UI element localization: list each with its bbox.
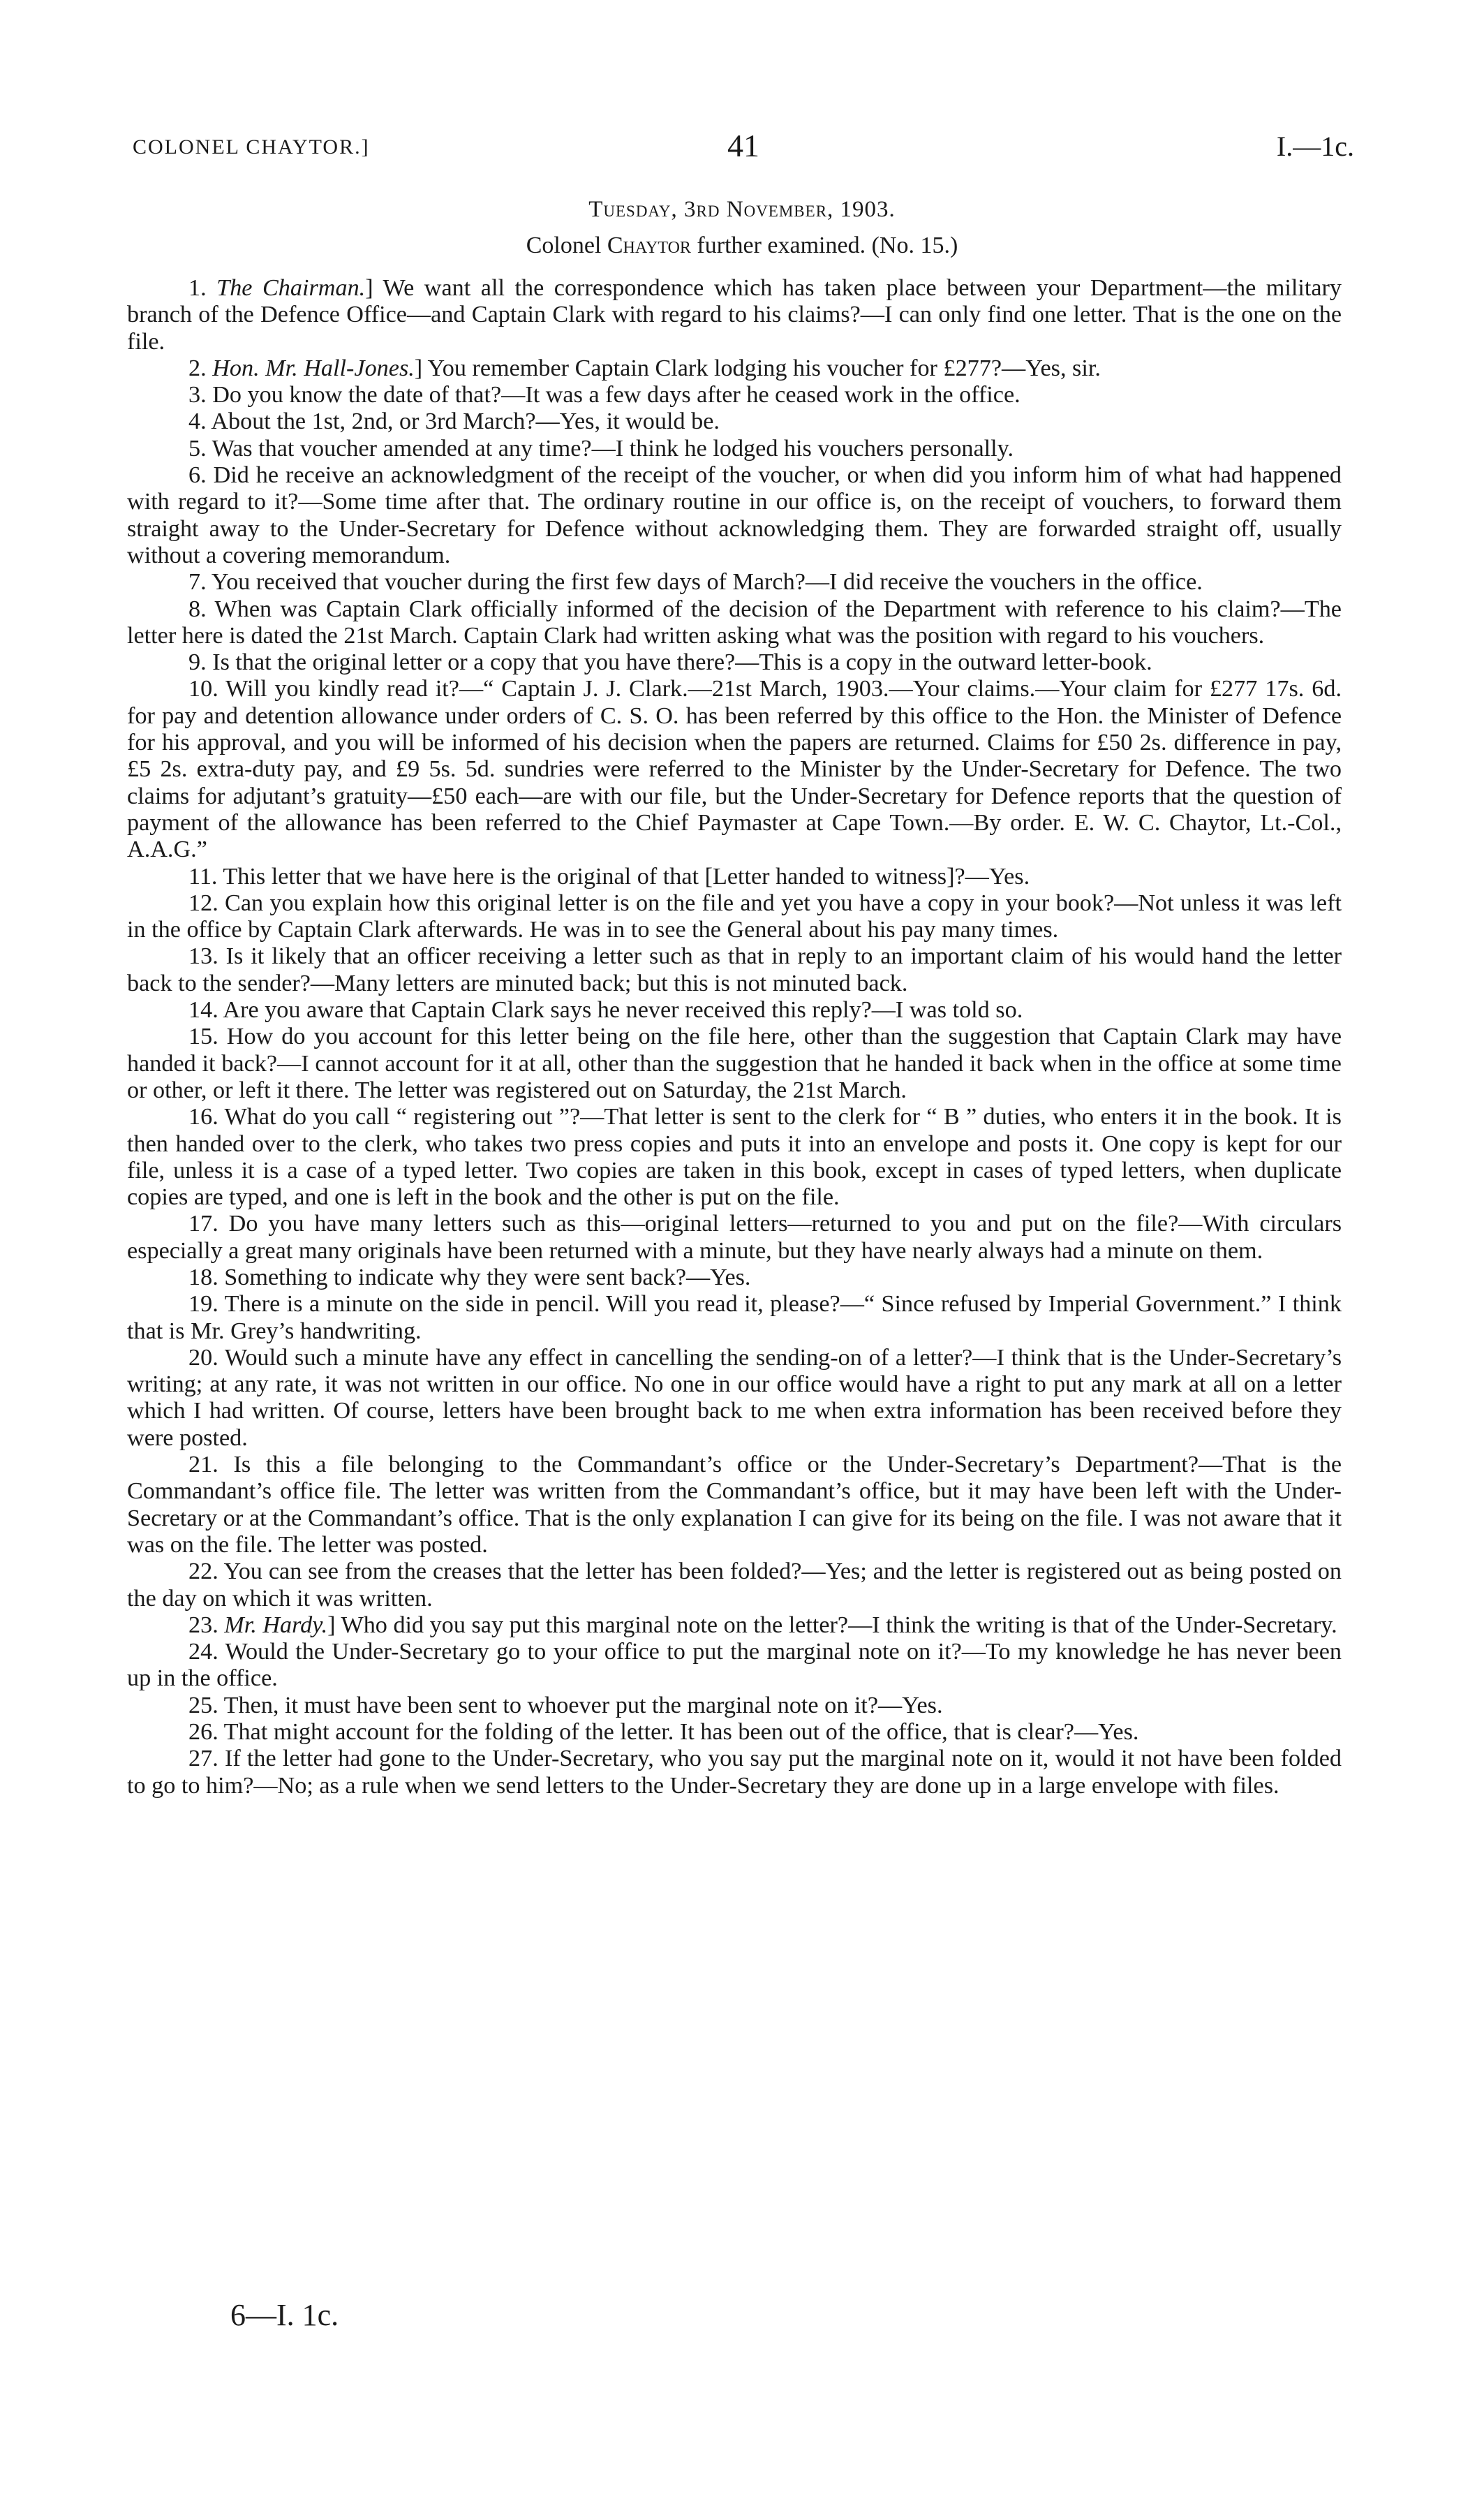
question-text: ] You remember Captain Clark lodging his voucher for £277?—Yes, sir. bbox=[414, 355, 1101, 381]
question-number: 7. bbox=[188, 569, 212, 596]
question-paragraph bbox=[127, 997, 1342, 1024]
question-number: 18. bbox=[188, 1264, 225, 1290]
question-text: Are you aware that Captain Clark says he never received this reply?—I was told so. bbox=[223, 997, 1023, 1024]
question-number: 14. bbox=[188, 997, 223, 1024]
question-number: 2. bbox=[188, 355, 213, 381]
evidence-body bbox=[127, 275, 1342, 1799]
question-paragraph bbox=[127, 864, 1342, 890]
date-heading: Tuesday, 3rd November, 1903. bbox=[588, 197, 896, 222]
question-number: 6. bbox=[188, 462, 214, 489]
question-paragraph bbox=[127, 1452, 1342, 1558]
question-text: Is this a file belonging to the Commandant’s office or the Under-Secretary’s Department?—That is the Commandant’s office file. The letter was written from the Commandant’s office, but it may have been left with the Under-Secretary or at the Commandant’s office. That is the only explanation I can give for its being on the file. I was not aware that it was on the file. The letter was posted. bbox=[127, 1452, 1342, 1558]
question-paragraph bbox=[127, 1345, 1342, 1452]
question-number: 23. bbox=[188, 1612, 225, 1638]
question-text: You received that voucher during the first few days of March?—I did receive the vouchers in the office. bbox=[211, 569, 1203, 596]
question-paragraph bbox=[127, 1291, 1342, 1345]
question-paragraph bbox=[127, 676, 1342, 863]
question-text: Did he receive an acknowledgment of the receipt of the voucher, or when did you inform him of what had happened with regard to it?—Some time after that. The ordinary routine in our office is, on the receipt of vouchers, to forward them straight away to the Under-Secretary for Defence without acknowledging them. They are forwarded straight off, usually without a covering memorandum. bbox=[127, 462, 1342, 568]
question-paragraph bbox=[127, 355, 1342, 382]
question-paragraph bbox=[127, 1558, 1342, 1612]
question-text: You can see from the creases that the letter has been folded?—Yes; and the letter is registered out as being posted on the day on which it was written. bbox=[127, 1558, 1342, 1612]
question-paragraph bbox=[127, 1024, 1342, 1104]
question-paragraph bbox=[127, 1639, 1342, 1693]
question-text: When was Captain Clark officially informed of the decision of the Department with reference to his claim?—The letter here is dated the 21st March. Captain Clark had written asking what was the position with regard to his vouchers. bbox=[127, 596, 1342, 649]
question-paragraph bbox=[127, 649, 1342, 676]
speaker-name: The Chairman. bbox=[216, 275, 366, 301]
question-paragraph bbox=[127, 569, 1342, 596]
question-number: 26. bbox=[188, 1719, 224, 1746]
question-text: Something to indicate why they were sent back?—Yes. bbox=[224, 1264, 751, 1290]
question-text: Do you have many letters such as this—original letters—returned to you and put on the file?—With circulars especially a great many originals have been returned with a minute, but they have nearly always had a minute on them. bbox=[127, 1211, 1342, 1264]
question-paragraph bbox=[127, 943, 1342, 997]
question-text: There is a minute on the side in pencil. Will you read it, please?—“ Since refused by Imperial Government.” I think that is Mr. Grey’s handwriting. bbox=[127, 1291, 1342, 1344]
question-paragraph bbox=[127, 1719, 1342, 1746]
question-paragraph bbox=[127, 890, 1342, 944]
question-text: If the letter had gone to the Under-Secretary, who you say put the marginal note on it, would it not have been folded to go to him?—No; as a rule when we send letters to the Under-Secretary they are done up in a large envelope with files. bbox=[127, 1746, 1342, 1799]
question-paragraph bbox=[127, 596, 1342, 650]
question-number: 24. bbox=[188, 1639, 225, 1665]
question-number: 1. bbox=[188, 275, 217, 301]
question-text: ] We want all the correspondence which has taken place between your Department—the military branch of the Defence Office—and Captain Clark with regard to his claims?—I can only find one letter. That is the one on the file. bbox=[127, 275, 1342, 355]
question-paragraph bbox=[127, 1211, 1342, 1265]
question-number: 20. bbox=[188, 1344, 225, 1371]
witness-prefix: Colonel bbox=[526, 233, 607, 258]
question-text: Can you explain how this original letter is on the file and yet you have a copy in your book?—Not unless it was left in the office by Captain Clark afterwards. He was in to see the General about his pay many times. bbox=[127, 890, 1342, 943]
running-header bbox=[133, 127, 1354, 169]
witness-suffix: further examined. (No. 15.) bbox=[690, 233, 958, 258]
question-text: Is that the original letter or a copy that you have there?—This is a copy in the outward letter-book. bbox=[212, 649, 1152, 676]
question-number: 17. bbox=[188, 1211, 229, 1237]
question-number: 21. bbox=[188, 1452, 234, 1478]
speaker-name: Mr. Hardy. bbox=[224, 1612, 328, 1638]
question-paragraph bbox=[127, 462, 1342, 569]
question-number: 8. bbox=[188, 596, 215, 622]
question-number: 13. bbox=[188, 943, 226, 970]
question-number: 16. bbox=[188, 1104, 225, 1130]
question-number: 25. bbox=[188, 1692, 224, 1718]
question-number: 4. bbox=[188, 408, 212, 435]
question-paragraph bbox=[127, 1746, 1342, 1799]
question-text: This letter that we have here is the original of that [Letter handed to witness]?—Yes. bbox=[223, 863, 1030, 890]
header-paper-reference: I.—1c. bbox=[1276, 131, 1354, 162]
question-paragraph bbox=[127, 382, 1342, 408]
question-number: 12. bbox=[188, 890, 225, 916]
question-paragraph bbox=[127, 1693, 1342, 1719]
question-paragraph bbox=[127, 275, 1342, 355]
question-text: Do you know the date of that?—It was a few days after he ceased work in the office. bbox=[212, 382, 1021, 408]
question-text: How do you account for this letter being on the file here, other than the suggestion that Captain Clark may have handed it back?—I cannot account for it at all, other than the suggestion that he handed it back when in the office at some time or other, or left it there. The letter was registered out on Saturday, the 21st March. bbox=[127, 1024, 1342, 1103]
question-paragraph bbox=[127, 408, 1342, 435]
question-paragraph bbox=[127, 1104, 1342, 1211]
question-number: 9. bbox=[188, 649, 213, 676]
question-text: Then, it must have been sent to whoever put the marginal note on it?—Yes. bbox=[223, 1692, 943, 1718]
question-text: Would such a minute have any effect in cancelling the sending-on of a letter?—I think that is the Under-Secretary’s writing; at any rate, it was not written in our office. No one in our office would have a right to put any mark at all on a letter which I had written. Of course, letters have been brought back to me when extra information has been received before they were posted. bbox=[127, 1344, 1342, 1451]
question-text: About the 1st, 2nd, or 3rd March?—Yes, it would be. bbox=[211, 408, 720, 435]
question-number: 27. bbox=[188, 1746, 225, 1772]
question-number: 3. bbox=[188, 382, 213, 408]
question-paragraph bbox=[127, 436, 1342, 462]
question-paragraph bbox=[127, 1612, 1342, 1639]
witness-name: Chaytor bbox=[607, 233, 691, 258]
question-text: That might account for the folding of the letter. It has been out of the office, that is clear?—Yes. bbox=[223, 1719, 1139, 1746]
question-text: What do you call “ registering out ”?—That letter is sent to the clerk for “ B ” duties, who enters it in the book. It is then handed over to the clerk, who takes two press copies and puts it into an envelope and posts it. One copy is kept for our file, unless it is a case of a typed letter. Two copies are taken in this book, except in cases of typed letters, when duplicate copies are typed, and one is left in the book and the other is put on the file. bbox=[127, 1104, 1342, 1211]
question-number: 15. bbox=[188, 1024, 227, 1050]
page-number: 41 bbox=[727, 128, 759, 163]
header-witness-name: COLONEL CHAYTOR.] bbox=[133, 135, 370, 159]
question-text: Was that voucher amended at any time?—I think he lodged his vouchers personally. bbox=[212, 435, 1014, 462]
question-number: 11. bbox=[188, 863, 223, 890]
question-text: ] Who did you say put this marginal note on the letter?—I think the writing is that of the Under-Secretary. bbox=[327, 1612, 1337, 1638]
question-text: Would the Under-Secretary go to your office to put the marginal note on it?—To my knowledge he has never been up in the office. bbox=[127, 1639, 1342, 1692]
question-number: 22. bbox=[188, 1558, 224, 1585]
witness-heading bbox=[0, 233, 1484, 259]
question-text: Will you kindly read it?—“ Captain J. J. Clark.—21st March, 1903.—Your claims.—Your claim for £277 17s. 6d. for pay and detention allowance under orders of C. S. O. has been referred by this office to the Hon. the Minister of Defence for his approval, and you will be informed of his decision when the papers are returned. Claims for £50 2s. difference in pay, £5 2s. extra-duty pay, and £9 5s. 5d. sundries were referred to the Minister by the Under-Secretary for Defence. The two claims for adjutant’s gratuity—£50 each—are with our file, but the Under-Secretary for Defence reports that the question of payment of the allowance has been referred to the Chief Paymaster at Cape Town.—By order. E. W. C. Chaytor, Lt.-Col., A.A.G.” bbox=[127, 676, 1342, 863]
question-number: 10. bbox=[188, 676, 226, 702]
signature-mark: 6—I. 1c. bbox=[230, 2298, 339, 2332]
speaker-name: Hon. Mr. Hall-Jones. bbox=[212, 355, 415, 381]
question-text: Is it likely that an officer receiving a letter such as that in reply to an important claim of his would hand the letter back to the sender?—Many letters are minuted back; but this is not minuted back. bbox=[127, 943, 1342, 996]
question-paragraph bbox=[127, 1265, 1342, 1291]
question-number: 19. bbox=[188, 1291, 225, 1318]
question-number: 5. bbox=[188, 435, 212, 462]
